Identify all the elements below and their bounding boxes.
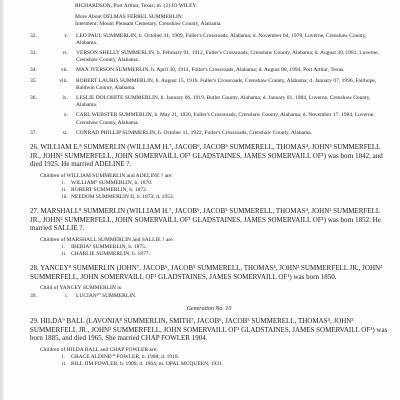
children-27 [30,244,388,258]
child-number: 33. [30,50,37,57]
list-item [62,354,388,361]
entry-29: 29. HILDA⁹ BALL (LAVONIA⁸ SUMMERLIN, SMITH⁷, JACOB⁶, JACOB⁵ SUMMERELL, THOMAS⁴, JOHN³ SUMMERFELL JR., JOHN² SUMMERFELL, JOHN SOMERVAILL OF¹ GLADSTAINES, JAMES SOMERVAILL OF¹) was born 1885, and died 1965. She married CHAP FOWLER 1904. [30,317,388,343]
child-roman: viii. [59,77,68,84]
child-text: CARL WEBSTER SUMMERLIN, b. May 21, 1920, Fuller's Crossroads, Crenshaw County, Alabama; d. November 17, 1984, Luverne, Crenshaw County, Alabama. [76,112,375,126]
child-text: ROBERT SUMMERLIN, b. 1872. [71,186,148,193]
entry-28: 28. YANCEY⁸ SUMMERLIN (JOHN⁷, JACOB⁶, JACOB⁵ SUMMERELL, THOMAS⁴, JOHN³ SUMMERFELL JR., JOHN² SUMMERFELL, JOHN SOMERVAILL OF¹ GLADSTAINES, JAMES SOMERVAILL OF¹) was born 1850. [30,264,383,281]
list-item [30,130,388,137]
list-item [62,194,388,201]
child-text: IBERIA⁹ SUMMERLIN, b. 1875. [71,244,147,251]
child-text: WILLIAM⁹ SUMMERLIN, b. 1870. [71,179,153,186]
generation-heading: Generation No. 10 [186,305,232,312]
list-item [62,251,388,258]
child-number: 36. [30,95,37,102]
child-text: NEEDOM SUMMERLIN II, b. 1873; d. 1953. [71,194,174,201]
entry-26: 26. WILLIAM E.⁸ SUMMERLIN (WILLIAM H.⁷, JACOB⁶, JACOB⁵ SUMMERELL, THOMAS⁴, JOHN³ SUMMERFELL JR., JOHN² SUMMERFELL, JOHN SOMERVAILL OF¹ GLADSTAINES, JAMES SOMERVAILL OF¹) was born 1842, and died 1925. He married ADELINE ?. [30,143,383,169]
child-roman: ix. [62,95,68,102]
child-roman: i. [62,353,65,360]
list-item [62,244,388,251]
child-roman: v. [64,32,68,39]
child-text: LEO PAUL SUMMERLIN, b. October 31, 1909, Fuller's Crossroads, Alabama; d. November 04, 1978, Luverne, Crenshaw County, Alabama. [76,32,367,46]
list-item [30,67,388,74]
children-list-delmas [30,33,388,137]
child-text: BILL JIM FOWLER, b. 1909; d. 1964; m. OPAL MCQUEEN, 1931. [71,360,224,367]
child-roman: ii. [62,360,67,367]
child-text: CONRAD PHILLIP SUMMERLIN, b. October 11, 1922, Fuller's Crossroads, Crenshaw County, Alabama. [76,129,313,136]
child-number: 39. [30,292,37,299]
children-header-26: Children of WILLIAM SUMMERLIN and ADELINE ? are: [40,172,173,179]
children-header-29: Children of HILDA BALL and CHAP FOWLER are: [40,346,158,353]
interment-line: Interment: Mount Pleasant Cemetary, Crenshaw County, Alabama. [75,21,222,28]
child-roman: vii. [60,67,68,74]
children-26 [30,180,388,202]
child-number: 37. [30,129,37,136]
child-roman: iii. [62,194,68,201]
child-text: GRACE ALDINE¹⁰ FOWLER, b. 1908; d. 1918. [71,353,180,360]
list-item [30,293,388,300]
entry-27: 27. MARSHALL⁸ SUMMERLIN (WILLIAM H.⁷, JACOB⁶, JACOB⁵ SUMMERELL, THOMAS⁴, JOHN³ SUMMERFELL JR., JOHN² SUMMERFELL, JOHN SOMERVAILL OF¹ GLADSTAINES, JAMES SOMERVAILL OF¹) was born 1852. He married SALLIE ?. [30,207,381,233]
child-number: 34. [30,67,37,74]
child-text: MAX IVERSON SUMMERLIN, b. April 30, 1914, Fuller's Crossroads, Alabama; d. August 08, 1994, Port Arthur, Texas. [76,67,345,74]
child-roman: xi. [62,129,68,136]
children-header-28: Child of YANCEY SUMMERLIN is: [40,285,123,292]
list-item [30,33,388,47]
children-29 [30,354,388,368]
child-roman: i. [65,292,68,299]
child-text: ROBERT LAURIS SUMMERLIN, b. August 15, 1916, Fuller's Crossroads, Crenshaw County, Alabama; d. January 07, 1996, Fairhope, Baldwin County, Alabama. [76,77,377,91]
list-item [62,180,388,187]
child-text: LUCIAN¹⁰ SUMMERLIN. [76,292,137,299]
child-roman: i. [62,244,65,251]
child-roman: x. [63,112,68,119]
child-text: VERSON SHELLY SUMMERLIN, b. February 01, 1912, Fuller's Crossroads, Crenshaw County, Alabama; d. August 30, 1981, Luverne, Crenshaw County, Alabama. [76,50,379,64]
list-item [30,112,388,126]
children-header-27: Children of MARSHALL SUMMERLIN and SALLIE ? are: [40,236,175,243]
continuation-line: RICHARDSON, Port Arthur, Texas; m. (2) JO WILEY. [75,3,198,9]
list-item [30,95,388,109]
child-roman: vi. [62,50,68,57]
child-text: LESLIE DOLOHITE SUMMERLIN, b. January 06, 1919, Butler County, Alabama; d. January 01, 1984, Luverne, Crenshaw County, Alabama. [76,95,371,109]
list-item [30,78,388,92]
child-roman: ii. [62,251,67,258]
child-roman: ii. [62,186,67,193]
child-number: 32. [30,32,37,39]
child-text: CHARLIE SUMMERLIN, b. 1877. [71,251,150,258]
child-number: 35. [30,77,37,84]
list-item [62,187,388,194]
scan-edge-shadow [0,0,4,400]
list-item [62,361,388,368]
list-item [30,50,388,64]
more-about-heading: More About DELMAS FERREL SUMMERLIN: [75,14,184,21]
top-continuation [30,3,388,29]
child-roman: i. [62,179,65,186]
